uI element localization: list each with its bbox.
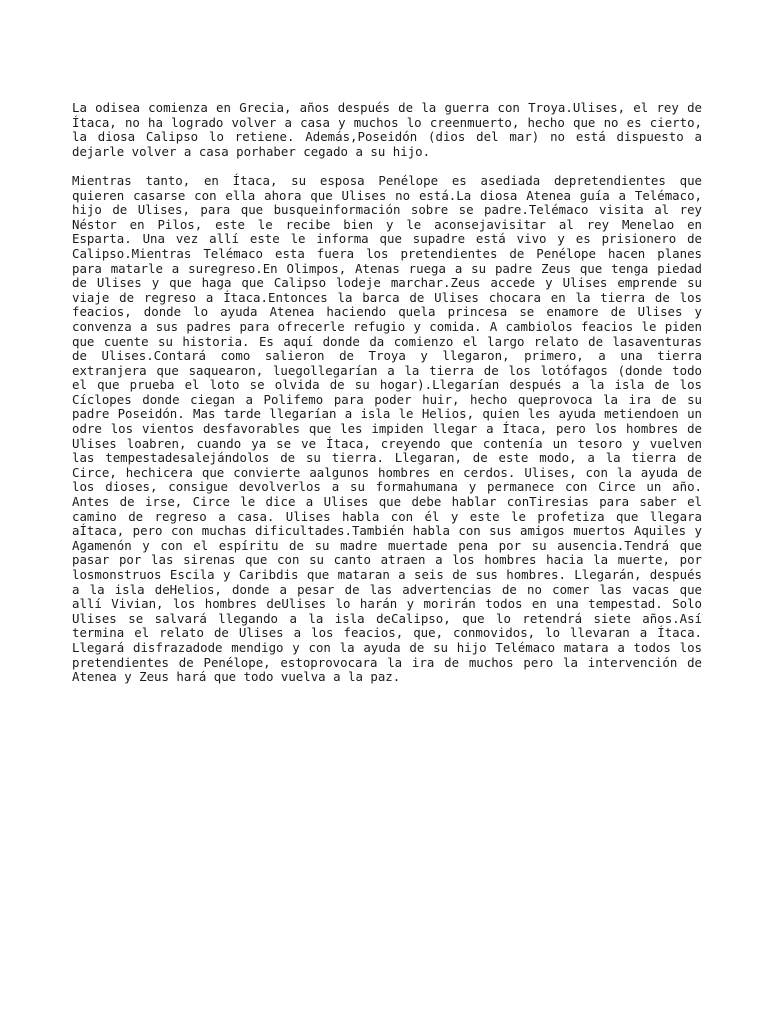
text-line: a la isla deHelios, donde a pesar de las advertencias de no comer las vacas que bbox=[72, 581, 702, 597]
paragraph bbox=[72, 101, 702, 159]
text-line: La odisea comienza en Grecia, años después de la guerra con Troya.Ulises, el rey de bbox=[72, 100, 702, 115]
text-line: losmonstruos Escila y Caribdis que mataran a seis de sus hombres. Llegarán, después bbox=[72, 567, 702, 582]
text-line: odre los vientos desfavorables que les impiden llegar a Ítaca, pero los hombres de bbox=[72, 421, 702, 437]
text-line: pasar por las sirenas que con su canto atraen a los hombres hacia la muerte, por bbox=[72, 552, 702, 568]
text-line: padre Poseidón. Mas tarde llegarían a isla le Helios, quien les ayuda metiendoen un bbox=[72, 406, 702, 422]
text-line: pretendientes de Penélope, estoprovocara la ira de muchos pero la intervención de bbox=[72, 654, 702, 670]
text-line: quieren casarse con ella ahora que Ulises no está.La diosa Atenea guía a Telémaco, bbox=[72, 187, 702, 203]
text-line: hijo de Ulises, para que busqueinformación sobre se padre.Telémaco visita al rey bbox=[72, 202, 702, 218]
text-line: Agamenón y con el espíritu de su madre muertade pena por su ausencia.Tendrá que bbox=[72, 537, 702, 553]
text-line: Llegará disfrazadode mendigo y con la ayuda de su hijo Telémaco matara a todos los bbox=[72, 639, 702, 655]
text-line: para matarle a suregreso.En Olimpos, Atenas ruega a su padre Zeus que tenga piedad bbox=[72, 260, 702, 276]
text-line: los dioses, consigue devolverlos a su formahumana y permanece con Circe un año. bbox=[72, 479, 702, 495]
text-line: extranjera que saquearon, luegollegarían a la tierra de los lotófagos (donde todo bbox=[72, 362, 702, 378]
text-line: Esparta. Una vez allí este le informa que supadre está vivo y es prisionero de bbox=[72, 231, 702, 247]
text-line: Ulises se salvará llegando a la isla deCalipso, que lo retendrá siete años.Así bbox=[72, 610, 702, 626]
text-line: Ulises loabren, cuando ya se ve Ítaca, creyendo que contenía un tesoro y vuelven bbox=[72, 435, 702, 451]
text-line: Calipso.Mientras Telémaco esta fuera los pretendientes de Penélope hacen planes bbox=[72, 245, 702, 261]
document-body bbox=[72, 101, 702, 699]
text-line: de Ulises y que haga que Calipso lodeje marchar.Zeus accede y Ulises emprende su bbox=[72, 275, 702, 291]
text-line: de Ulises.Contará como salieron de Troya y llegaron, primero, a una tierra bbox=[72, 348, 702, 364]
text-line: Mientras tanto, en Ítaca, su esposa Penélope es asediada depretendientes que bbox=[72, 172, 702, 188]
text-line: Atenea y Zeus hará que todo vuelva a la paz. bbox=[72, 669, 401, 685]
text-line: camino de regreso a casa. Ulises habla con él y este le profetiza que llegara bbox=[72, 508, 702, 524]
text-line: feacios, donde lo ayuda Atenea haciendo quela princesa se enamore de Ulises y bbox=[72, 304, 702, 320]
text-line: dejarle volver a casa porhaber cegado a su hijo. bbox=[72, 143, 431, 159]
text-line: Circe, hechicera que convierte aalgunos hombres en cerdos. Ulises, con la ayuda de bbox=[72, 464, 702, 480]
text-line: convenza a sus padres para ofrecerle refugio y comida. A cambiolos feacios le piden bbox=[72, 318, 702, 334]
text-line: allí Vivian, los hombres deUlises lo harán y morirán todos en una tempestad. Solo bbox=[72, 596, 702, 612]
text-line: aÍtaca, pero con muchas dificultades.También habla con sus amigos muertos Aquiles y bbox=[72, 523, 702, 539]
text-line: Néstor en Pilos, este le recibe bien y le aconsejavisitar al rey Menelao en bbox=[72, 216, 702, 232]
text-line: que cuente su historia. Es aquí donde da comienzo el largo relato de lasaventuras bbox=[72, 333, 702, 349]
text-line: las tempestadesalejándolos de su tierra. Llegaran, de este modo, a la tierra de bbox=[72, 450, 702, 466]
text-line: Ítaca, no ha logrado volver a casa y muchos lo creenmuerto, hecho que no es cierto, bbox=[72, 114, 702, 130]
paragraph bbox=[72, 174, 702, 685]
text-line: termina el relato de Ulises a los feacios, que, conmovidos, lo llevaran a Ítaca. bbox=[72, 625, 702, 641]
text-line: Antes de irse, Circe le dice a Ulises que debe hablar conTiresias para saber el bbox=[72, 494, 702, 510]
text-line: la diosa Calipso lo retiene. Además,Poseidón (dios del mar) no está dispuesto a bbox=[72, 129, 702, 145]
text-line: Cíclopes donde ciegan a Polifemo para poder huir, hecho queprovoca la ira de su bbox=[72, 391, 702, 407]
text-line: viaje de regreso a Ítaca.Entonces la barca de Ulises chocara en la tierra de los bbox=[72, 289, 702, 305]
text-line: el que prueba el loto se olvida de su hogar).Llegarían después a la isla de los bbox=[72, 377, 702, 393]
